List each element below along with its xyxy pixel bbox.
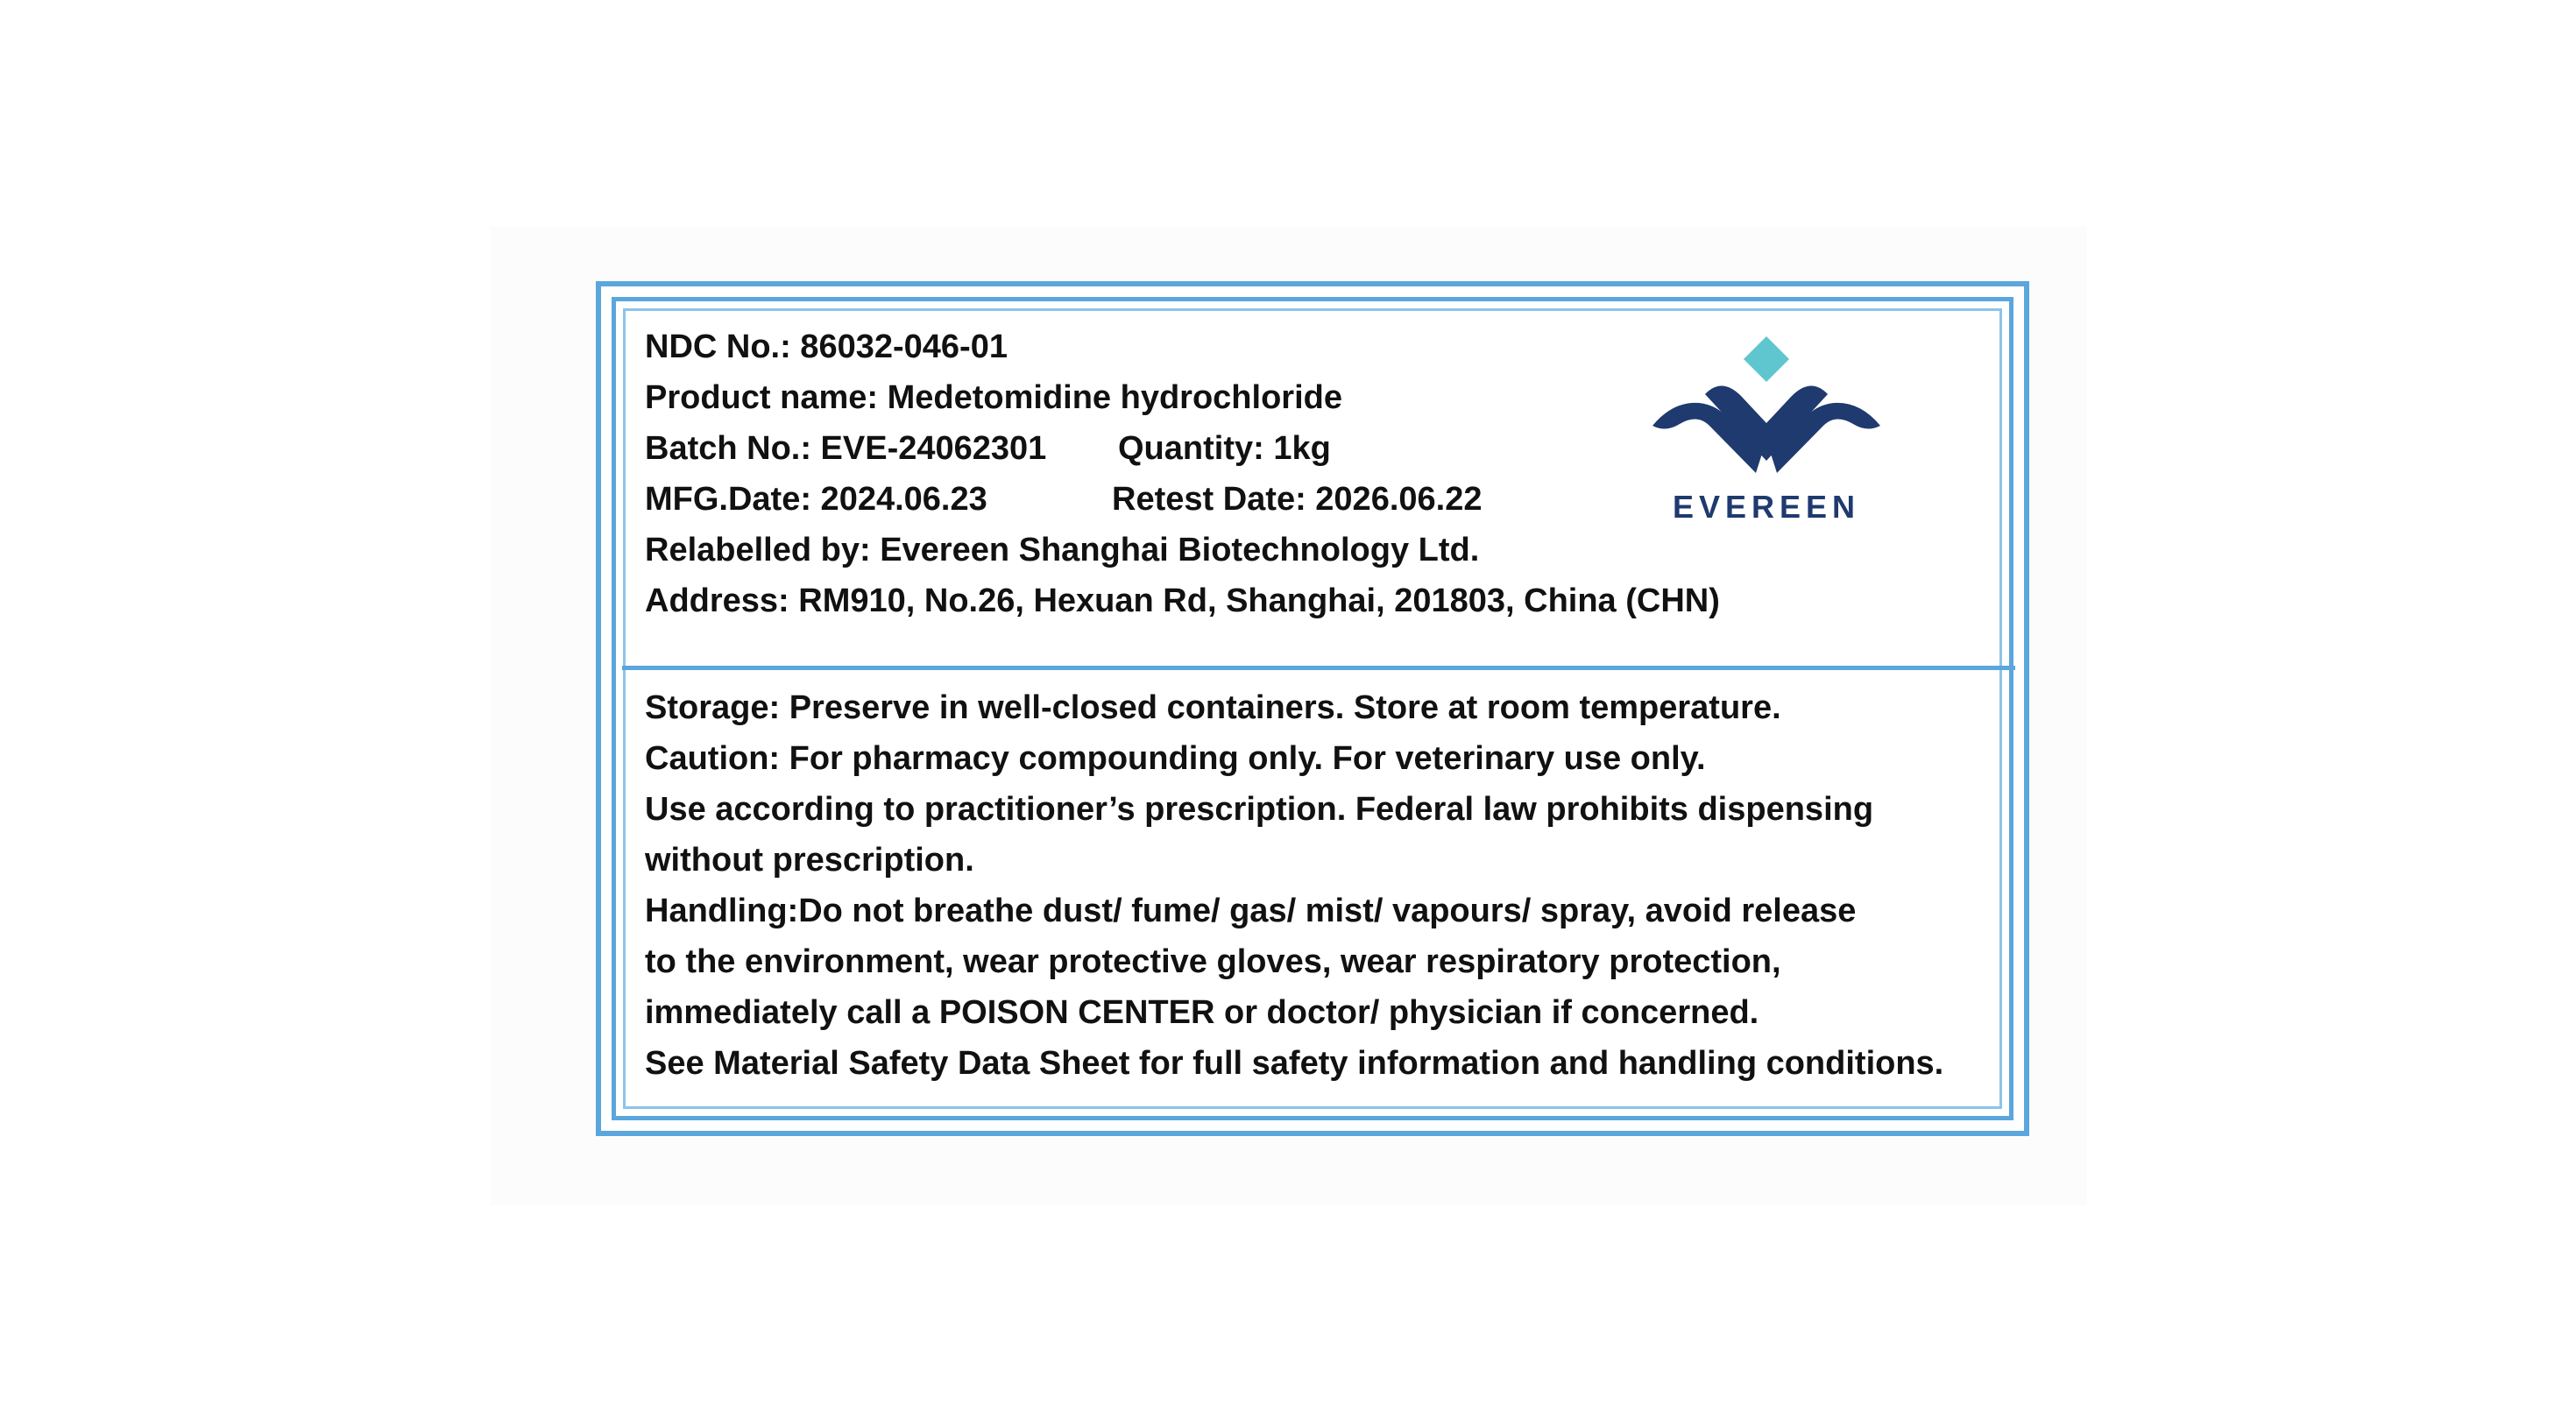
evereen-logo: [1631, 317, 1902, 536]
label-notes-block: [645, 682, 1943, 1089]
quantity: Quantity: 1kg: [1118, 430, 1331, 467]
relabelled-by: Relabelled by: Evereen Shanghai Biotechnology Ltd.: [645, 532, 1480, 568]
mfg-date: MFG.Date: 2024.06.23: [645, 481, 987, 518]
section-divider: [622, 666, 2015, 670]
use-note-line2: without prescription.: [645, 842, 974, 879]
label-info-block: [645, 321, 1720, 626]
product-label: [596, 281, 2029, 1136]
product-name: Product name: Medetomidine hydrochloride: [645, 379, 1342, 416]
batch-number: Batch No.: EVE-24062301: [645, 430, 1047, 467]
handling-note-line2: to the environment, wear protective gloves, wear respiratory protection,: [645, 943, 1781, 980]
retest-date: Retest Date: 2026.06.22: [1112, 481, 1483, 518]
ndc-number: NDC No.: 86032-046-01: [645, 328, 1008, 365]
msds-note: See Material Safety Data Sheet for full safety information and handling conditions.: [645, 1045, 1944, 1082]
dates-row: [645, 474, 1720, 525]
address: Address: RM910, No.26, Hexuan Rd, Shanghai, 201803, China (CHN): [645, 582, 1720, 619]
handling-note-line1: Handling:Do not breathe dust/ fume/ gas/ mist/ vapours/ spray, avoid release: [645, 893, 1857, 929]
logo-wordmark: EVEREEN: [1672, 489, 1861, 525]
handling-note-line3: immediately call a POISON CENTER or doctor/ physician if concerned.: [645, 994, 1759, 1031]
evereen-logo-icon: [1631, 317, 1902, 492]
caution-note: Caution: For pharmacy compounding only. For veterinary use only.: [645, 740, 1706, 777]
storage-note: Storage: Preserve in well-closed containers. Store at room temperature.: [645, 689, 1781, 726]
use-note-line1: Use according to practitioner’s prescription. Federal law prohibits dispensing: [645, 791, 1874, 828]
batch-quantity-row: [645, 423, 1720, 474]
